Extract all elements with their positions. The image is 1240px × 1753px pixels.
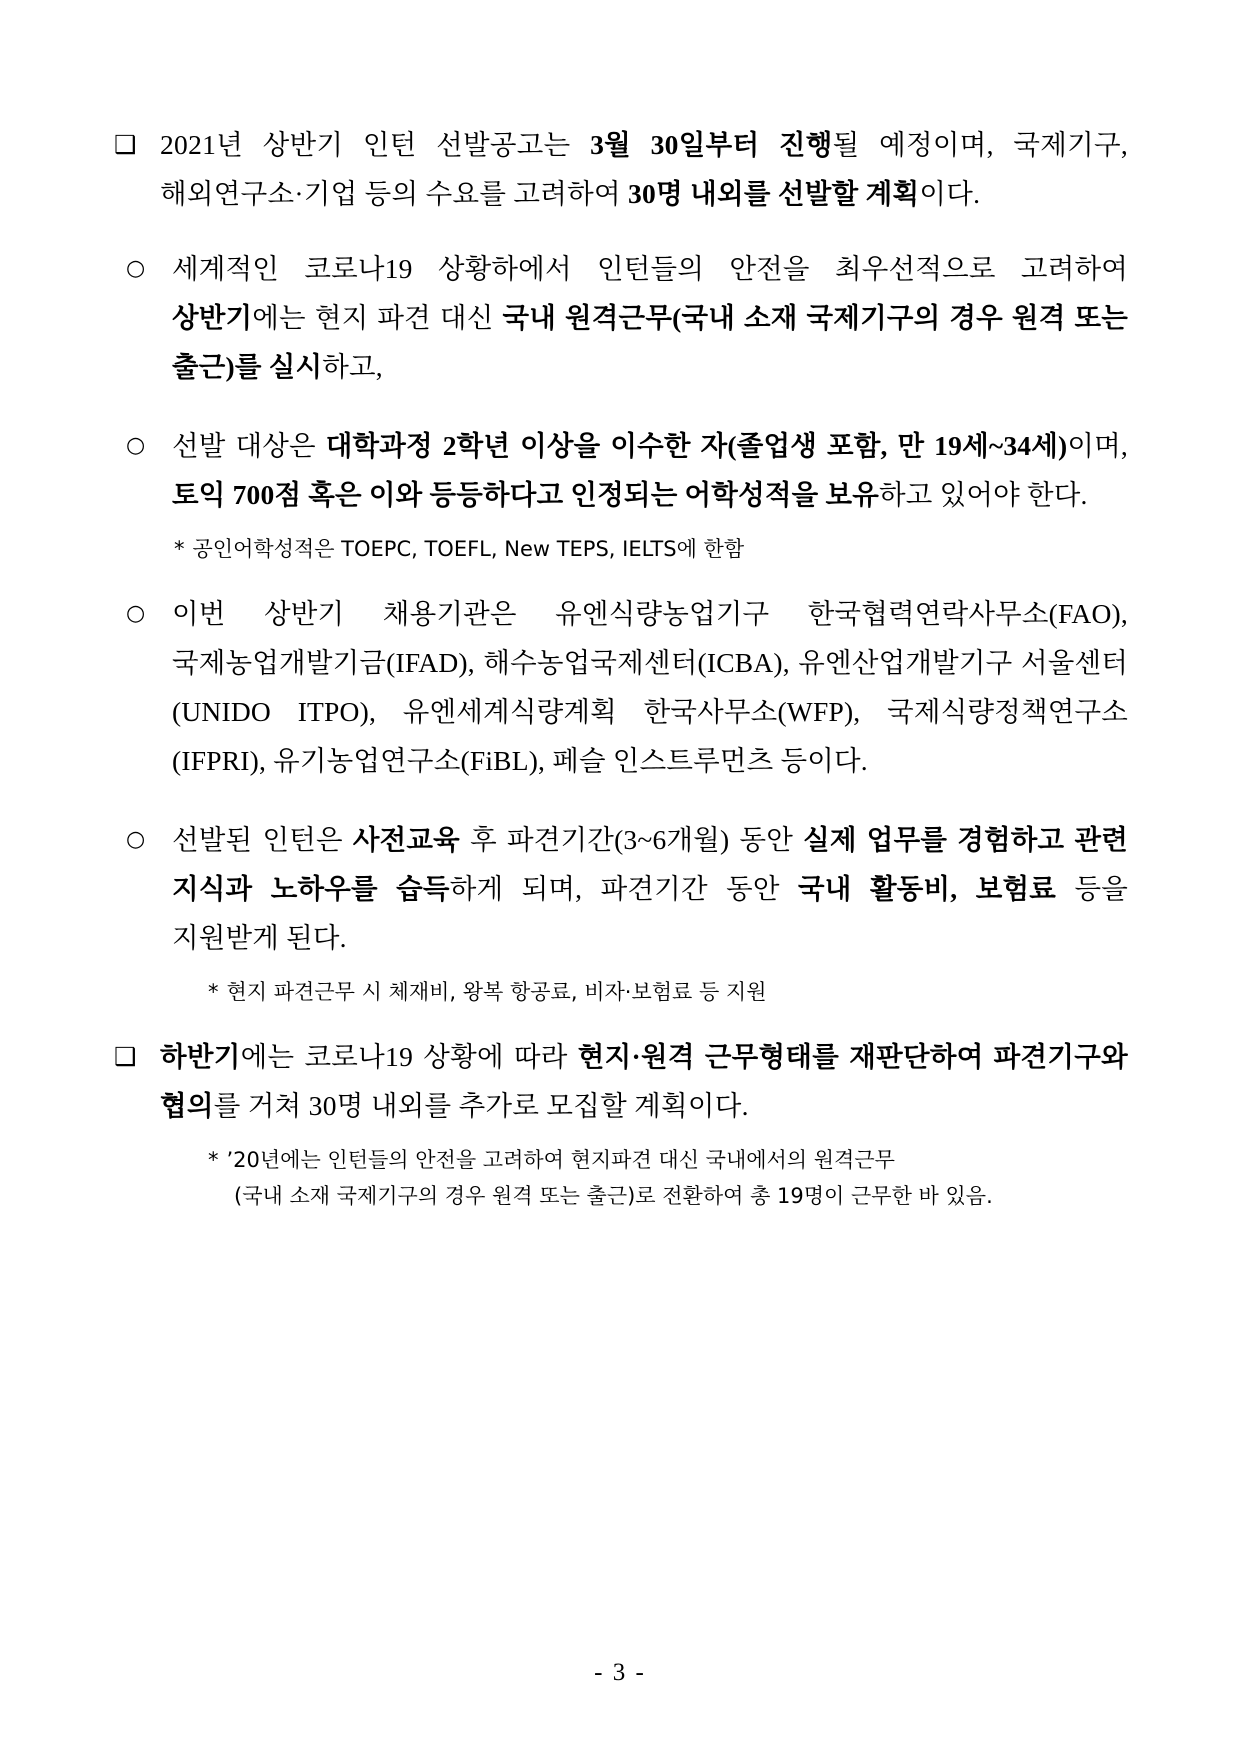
- footnote-text: ’20년에는 인턴들의 안전을 고려하여 현지파견 대신 국내에서의 원격근무: [226, 1148, 895, 1172]
- paragraph-block-3: [112, 421, 1128, 519]
- text-segment-bold: 대학과정 2학년 이상을 이수한 자(졸업생 포함, 만 19세~34세): [325, 430, 1068, 461]
- paragraph-block-5: [112, 815, 1128, 962]
- asterisk-icon: *: [208, 1148, 219, 1172]
- text-segment-bold: 3월 30일부터 진행: [590, 129, 833, 160]
- paragraph-body-5: [172, 815, 1128, 962]
- paragraph-text-2: [172, 244, 1128, 391]
- paragraph-block-6: [112, 1032, 1128, 1130]
- text-segment-bold: 토익 700점 혹은 이와 등등하다고 인정되는 어학성적을 보유: [172, 479, 879, 510]
- paragraph-block-1: [112, 120, 1128, 218]
- circle-bullet-icon: ○: [126, 601, 146, 626]
- text-segment: 세계적인 코로나19 상황하에서 인턴들의 안전을 최우선적으로 고려하여: [172, 253, 1128, 284]
- text-segment: 선발 대상은: [172, 430, 326, 461]
- paragraph-text-4: 이번 상반기 채용기관은 유엔식량농업기구 한국협력연락사무소(FAO), 국제농업개발기금(IFAD), 해수농업국제센터(ICBA), 유엔산업개발기구 서울센터(UNIDO ITPO), 유엔세계식량계획 한국사무소(WFP), 국제식량정책연구소(IFPRI), 유기농업연구소(FiBL), 페슬 인스트루먼츠 등이다.: [172, 598, 1128, 776]
- text-segment-bold: 사전교육: [352, 824, 460, 855]
- paragraph-text-6: [160, 1032, 1128, 1130]
- text-segment: 를 거쳐 30명 내외를 추가로 모집할 계획이다.: [213, 1090, 749, 1121]
- text-segment: 등을 지원받게 된다.: [172, 873, 1128, 953]
- circle-bullet-icon: ○: [126, 256, 146, 281]
- text-segment: 2021년 상반기 인턴 선발공고는: [160, 129, 591, 160]
- text-segment: 될 예정이며, 국제기구, 해외연구소·기업 등의 수요를 고려하여: [160, 129, 1128, 209]
- text-segment: 하게 되며, 파견기간 동안: [449, 873, 799, 904]
- text-segment: 선발된 인턴은: [172, 824, 353, 855]
- text-segment: 하고,: [322, 351, 383, 382]
- circle-bullet-icon: ○: [126, 433, 146, 458]
- text-segment-bold: 국내 활동비, 보험료: [798, 873, 1057, 904]
- paragraph-block-2: [112, 244, 1128, 391]
- footnote-text: 현지 파견근무 시 체재비, 왕복 항공료, 비자·보험료 등 지원: [226, 980, 767, 1004]
- paragraph-body-3: [172, 421, 1128, 519]
- paragraph-block-4: [112, 589, 1128, 785]
- square-bullet-icon: ❑: [114, 1042, 137, 1071]
- asterisk-icon: *: [208, 980, 219, 1004]
- text-segment: 이다.: [919, 178, 981, 209]
- text-segment: 이며,: [1067, 430, 1128, 461]
- text-segment: 하고 있어야 한다.: [878, 479, 1088, 510]
- text-segment-bold: 국내 원격근무(국내 소재 국제기구의 경우 원격 또는 출근)를 실시: [172, 302, 1128, 382]
- text-segment: 후 파견기간(3~6개월) 동안: [459, 824, 804, 855]
- page-number: - 3 -: [594, 1659, 646, 1686]
- footnote-text-line2: (국내 소재 국제기구의 경우 원격 또는 출근)로 전환하여 총 19명이 근무한 바 있음.: [234, 1184, 993, 1208]
- text-segment-bold: 현지·원격 근무형태를 재판단하여 파견기구와 협의: [160, 1041, 1128, 1121]
- footnote-3: [112, 1142, 1128, 1214]
- footnote-2: [112, 974, 1128, 1010]
- paragraph-body-4: [172, 589, 1128, 785]
- paragraph-text-1: [160, 120, 1128, 218]
- circle-bullet-icon: ○: [126, 827, 146, 852]
- footnote-text: 공인어학성적은 TOEPC, TOEFL, New TEPS, IELTS에 한함: [192, 537, 745, 561]
- asterisk-icon: *: [174, 537, 185, 561]
- paragraph-text-5: [172, 815, 1128, 962]
- square-bullet-icon: ❑: [114, 130, 137, 159]
- paragraph-body-2: [172, 244, 1128, 391]
- text-segment-bold: 상반기: [172, 302, 253, 333]
- text-segment: 에는 코로나19 상황에 따라: [240, 1041, 578, 1072]
- paragraph-text-3: [172, 421, 1128, 519]
- text-segment-bold: 실제 업무를 경험하고 관련 지식과 노하우를 습득: [172, 824, 1128, 904]
- text-segment-bold: 30명 내외를 선발할 계획: [628, 178, 920, 209]
- text-segment-bold: 하반기: [160, 1041, 241, 1072]
- paragraph-body-1: [160, 120, 1128, 218]
- paragraph-body-6: [160, 1032, 1128, 1130]
- footnote-1: [112, 531, 1128, 567]
- text-segment: 에는 현지 파견 대신: [252, 302, 503, 333]
